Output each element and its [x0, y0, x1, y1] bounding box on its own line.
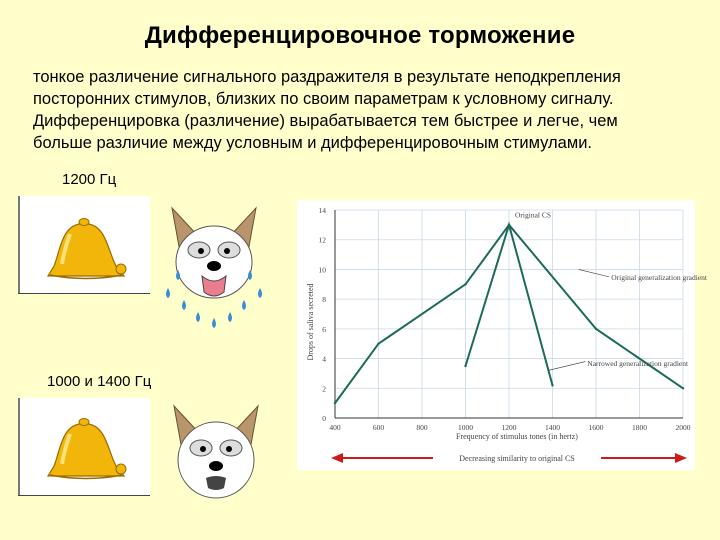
data-point: [595, 328, 597, 330]
chart-grid: [335, 210, 683, 418]
chart-ylabel: Drops of saliva secreted: [306, 283, 315, 361]
x-tick-label: 1800: [632, 423, 647, 432]
paragraph-line: тонкое различение сигнального раздражителя в результате неподкрепления: [33, 68, 621, 86]
dog-face-drooling-icon: [158, 200, 270, 335]
paragraph-line: больше различие между условным и дифференцировочным стимулами.: [33, 134, 592, 152]
y-tick-label: 2: [322, 384, 326, 394]
x-tick-label: 400: [329, 423, 341, 432]
y-tick-label: 10: [318, 265, 326, 275]
data-point: [334, 402, 336, 404]
x-tick-label: 800: [416, 423, 428, 432]
paragraph-line: Дифференцировка (различение) вырабатывается тем быстрее и легче, чем: [33, 112, 618, 130]
data-point: [682, 387, 684, 389]
chart-xlabel: Frequency of stimulus tones (in hertz): [456, 432, 578, 441]
bell-panel-top: [18, 196, 150, 294]
dog-face-icon: [160, 400, 272, 510]
y-tick-label: 0: [322, 414, 326, 423]
chart-annotations: [515, 210, 708, 370]
slide-title: Дифференцировочное торможение: [144, 22, 576, 49]
y-tick-label: 6: [322, 324, 326, 334]
generalization-chart: [297, 200, 708, 470]
x-tick-label: 1200: [501, 423, 517, 432]
bell-panel-bottom: [18, 398, 150, 496]
x-tick-label: 1000: [458, 423, 473, 432]
bell-icon: [18, 398, 150, 496]
data-point: [464, 365, 466, 367]
x-tick-label: 1600: [588, 423, 604, 432]
annotation: [579, 269, 708, 281]
y-tick-label: 14: [318, 206, 326, 215]
definition-paragraph: [33, 66, 703, 154]
bell-icon: [18, 196, 150, 294]
data-point: [508, 224, 510, 226]
stimulus-top-label: 1200 Гц: [62, 171, 117, 188]
x-tick-label: 1400: [545, 423, 560, 432]
y-tick-label: 8: [322, 295, 326, 305]
x-tick-label: 600: [372, 423, 385, 432]
data-point: [464, 283, 466, 285]
paragraph-line: посторонних стимулов, близких по своим параметрам к условному сигналу.: [33, 90, 614, 108]
annotation-leader: [579, 269, 610, 276]
stimulus-bottom-label: 1000 и 1400 Гц: [47, 373, 152, 390]
data-point: [377, 343, 379, 345]
arrow-label: Decreasing similarity to original CS: [459, 454, 575, 463]
annotation-leader: [548, 362, 585, 371]
annotation: [515, 210, 551, 219]
y-tick-label: 12: [318, 235, 326, 245]
x-tick-label: 2000: [675, 423, 691, 432]
annotation-text: Narrowed generalization gradient: [587, 359, 689, 368]
data-point: [551, 384, 553, 386]
annotation: [548, 359, 689, 370]
annotation-text: Original generalization gradient: [611, 272, 708, 282]
annotation-text: Original CS: [515, 210, 552, 220]
y-tick-label: 4: [322, 354, 326, 364]
